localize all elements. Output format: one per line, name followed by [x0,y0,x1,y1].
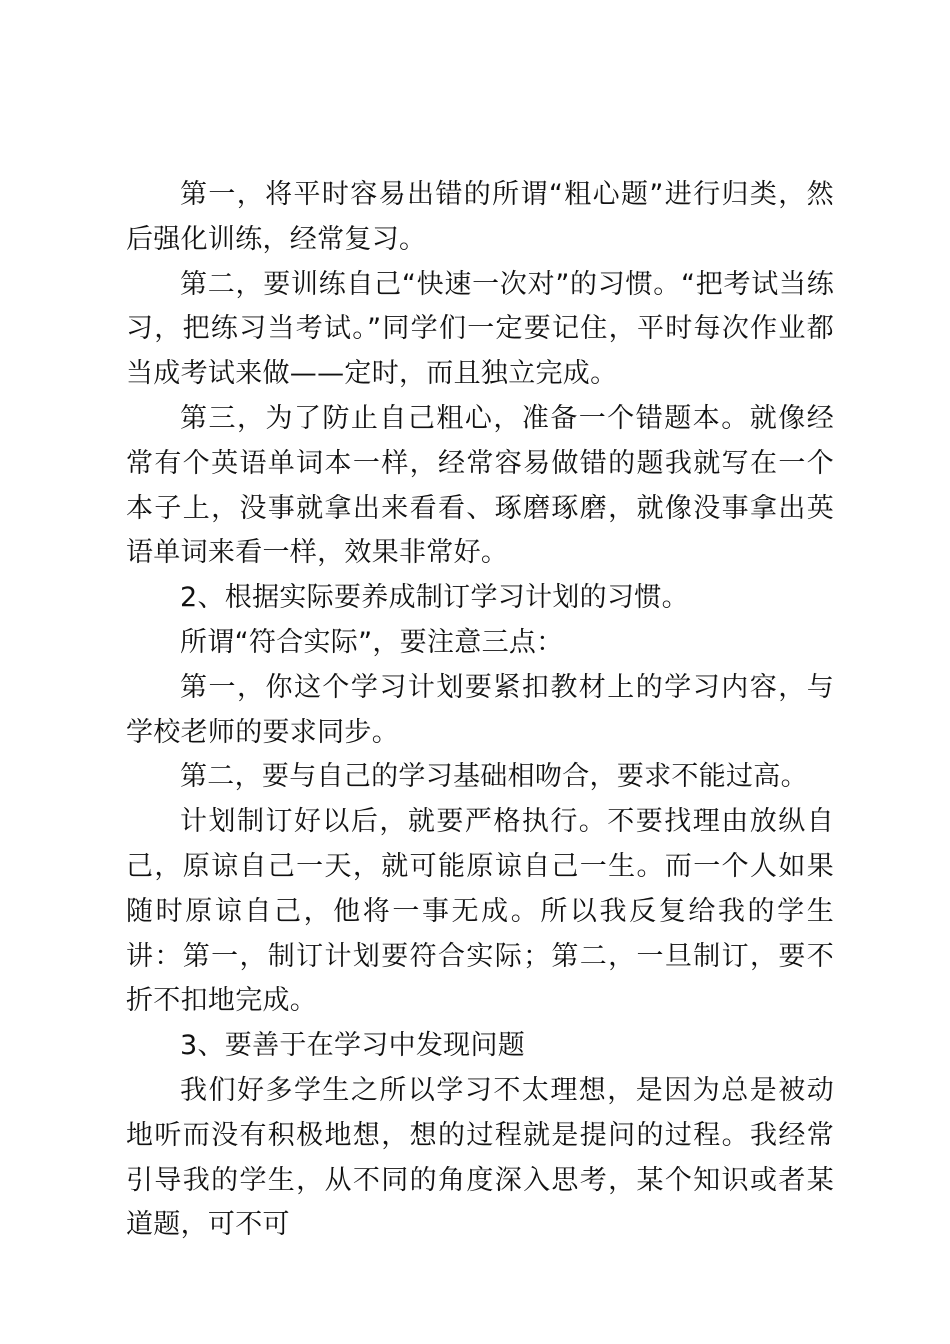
paragraph-3: 第三，为了防止自己粗心，准备一个错题本。就像经常有个英语单词本一样，经常容易做错的题我就写在一个本子上，没事就拿出来看看、琢磨琢磨，就像没事拿出英语单词来看一样，效果非常好。 [126,402,834,569]
paragraph-2: 第二，要训练自己“快速一次对”的习惯。“把考试当练习，把练习当考试。”同学们一定要记住，平时每次作业都当成考试来做——定时，而且独立完成。 [126,268,834,390]
paragraph-8: 我们好多学生之所以学习不太理想，是因为总是被动地听而没有积极地想，想的过程就是提问的过程。我经常引导我的学生，从不同的角度深入思考，某个知识或者某道题，可不可 [126,1074,834,1241]
paragraph-1: 第一，将平时容易出错的所谓“粗心题”进行归类，然后强化训练，经常复习。 [126,179,834,255]
document-body [126,173,834,1248]
paragraph-4: 所谓“符合实际”，要注意三点： [180,626,564,658]
paragraph-7: 计划制订好以后，就要严格执行。不要找理由放纵自己，原谅自己一天，就可能原谅自己一生。而一个人如果随时原谅自己，他将一事无成。所以我反复给我的学生讲：第一，制订计划要符合实际；第二，一旦制订，要不折不扣地完成。 [126,806,834,1017]
paragraph-5: 第一，你这个学习计划要紧扣教材上的学习内容，与学校老师的要求同步。 [126,671,834,748]
section-heading-2: 2、根据实际要养成制订学习计划的习惯。 [180,582,689,614]
section-heading-3: 3、要善于在学习中发现问题 [180,1030,526,1062]
paragraph-6: 第二，要与自己的学习基础相吻合，要求不能过高。 [180,761,808,793]
